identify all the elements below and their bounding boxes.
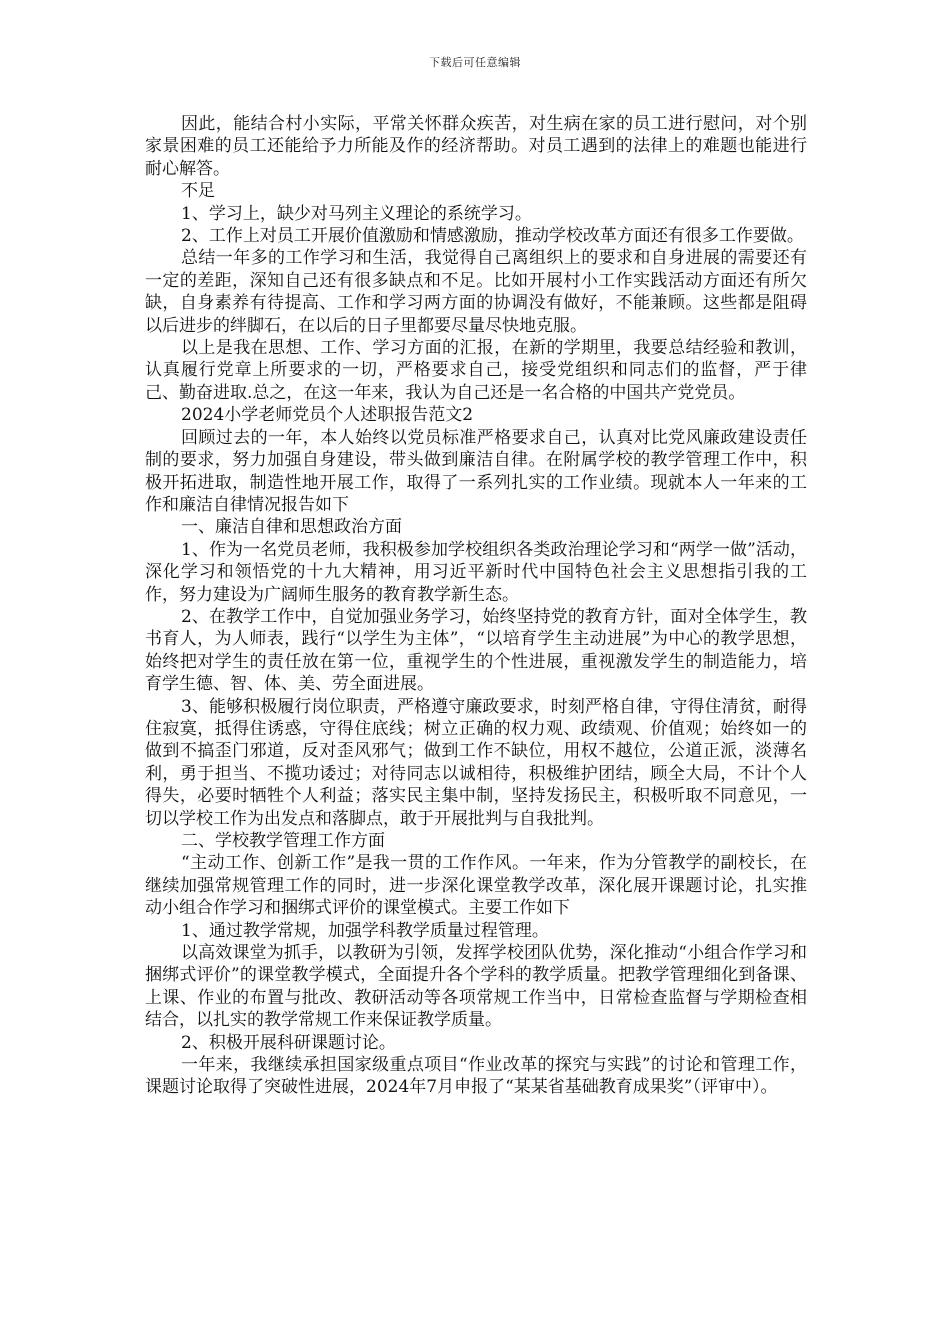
paragraph: 回顾过去的一年，本人始终以党员标准严格要求自己，认真对比党风廉政建设责任制的要求，努力加强自身建设，带头做到廉洁自律。在附属学校的教学管理工作中，积极开拓进取，制造性地开展工作，取得了一系列扎实的工作业绩。现就本人一年来的工作和廉洁自律情况报告如下: [145, 427, 807, 515]
paragraph: 2、工作上对员工开展价值激励和情感激励，推动学校改革方面还有很多工作要做。: [181, 226, 804, 247]
paragraph: 3、能够积极履行岗位职责，严格遵守廉政要求，时刻严格自律，守得住清贫，耐得住寂寞，抵得住诱惑，守得住底线；树立正确的权力观、政绩观、价值观；始终如一的做到不搞歪门邪道，反对歪风邪气；做到工作不缺位，用权不越位，公道正派，淡薄名利，勇于担当、不揽功诿过；对待同志以诚相待，积极维护团结，顾全大局，不计个人得失，必要时牺牲个人利益；落实民主集中制，坚持发扬民主，积极听取不同意见，一切以学校工作为出发点和落脚点，敢于开展批判与自我批判。: [145, 696, 807, 829]
section-heading-shortcomings: 不足: [181, 181, 215, 202]
paragraph: 1、通过教学常规，加强学科教学质量过程管理。: [181, 920, 549, 941]
report-title: 2024小学老师党员个人述职报告范文2: [181, 405, 474, 426]
paragraph: 1、学习上，缺少对马列主义理论的系统学习。: [181, 203, 532, 224]
paragraph: 以高效课堂为抓手，以教研为引领，发挥学校团队优势，深化推动“小组合作学习和捆绑式评价”的课堂教学模式，全面提升各个学科的教学质量。把教学管理细化到备课、上课、作业的布置与批改、教研活动等各项常规工作当中，日常检查监督与学期检查相结合，以扎实的教学常规工作来保证教学质量。: [145, 943, 807, 1031]
paragraph: 以上是我在思想、工作、学习方面的汇报，在新的学期里，我要总结经验和教训，认真履行党章上所要求的一切，严格要求自己，接受党组织和同志们的监督，严于律己、勤奋进取.总之，在这一年来，我认为自己还是一名合格的中国共产党党员。: [145, 338, 807, 403]
paragraph: “主动工作、创新工作”是我一贯的工作作风。一年来，作为分管教学的副校长，在继续加强常规管理工作的同时，进一步深化课堂教学改革，深化展开课题讨论，扎实推动小组合作学习和捆绑式评价的课堂模式。主要工作如下: [145, 853, 807, 919]
paragraph: 2、在教学工作中，自觉加强业务学习，始终坚持党的教育方针，面对全体学生，教书育人，为人师表，践行“以学生为主体”，“以培育学生主动进展”为中心的教学思想，始终把对学生的责任放在第一位，重视学生的个性进展，重视激发学生的制造能力，培育学生德、智、体、美、劳全面进展。: [145, 606, 807, 695]
paragraph: 总结一年多的工作学习和生活，我觉得自己离组织上的要求和自身进展的需要还有一定的差距，深知自己还有很多缺点和不足。比如开展村小工作实践活动方面还有所欠缺，自身素养有待提高、工作和学习两方面的协调没有做好，不能兼顾。这些都是阻碍以后进步的绊脚石，在以后的日子里都要尽量尽快地克服。: [145, 248, 807, 336]
section-heading-integrity: 一、廉洁自律和思想政治方面: [181, 517, 402, 538]
section-heading-teaching-management: 二、学校教学管理工作方面: [181, 831, 385, 851]
header-note: 下载后可任意编辑: [429, 56, 521, 69]
paragraph: 因此，能结合村小实际，平常关怀群众疾苦，对生病在家的员工进行慰问，对个别家景困难的员工还能给予力所能及作的经济帮助。对员工遇到的法律上的难题也能进行耐心解答。: [145, 114, 807, 179]
paragraph: 一年来，我继续承担国家级重点项目“作业改革的探究与实践”的讨论和管理工作，课题讨论取得了突破性进展，2024年7月申报了“某某省基础教育成果奖”（评审中）。: [145, 1055, 807, 1098]
paragraph: 1、作为一名党员老师，我积极参加学校组织各类政治理论学习和“两学一做”活动，深化学习和领悟党的十九大精神，用习近平新时代中国特色社会主义思想指引我的工作，努力建设为广阔师生服务的教育教学新生态。: [145, 539, 807, 605]
document-body: [145, 113, 807, 1099]
paragraph: 2、积极开展科研课题讨论。: [181, 1032, 396, 1053]
